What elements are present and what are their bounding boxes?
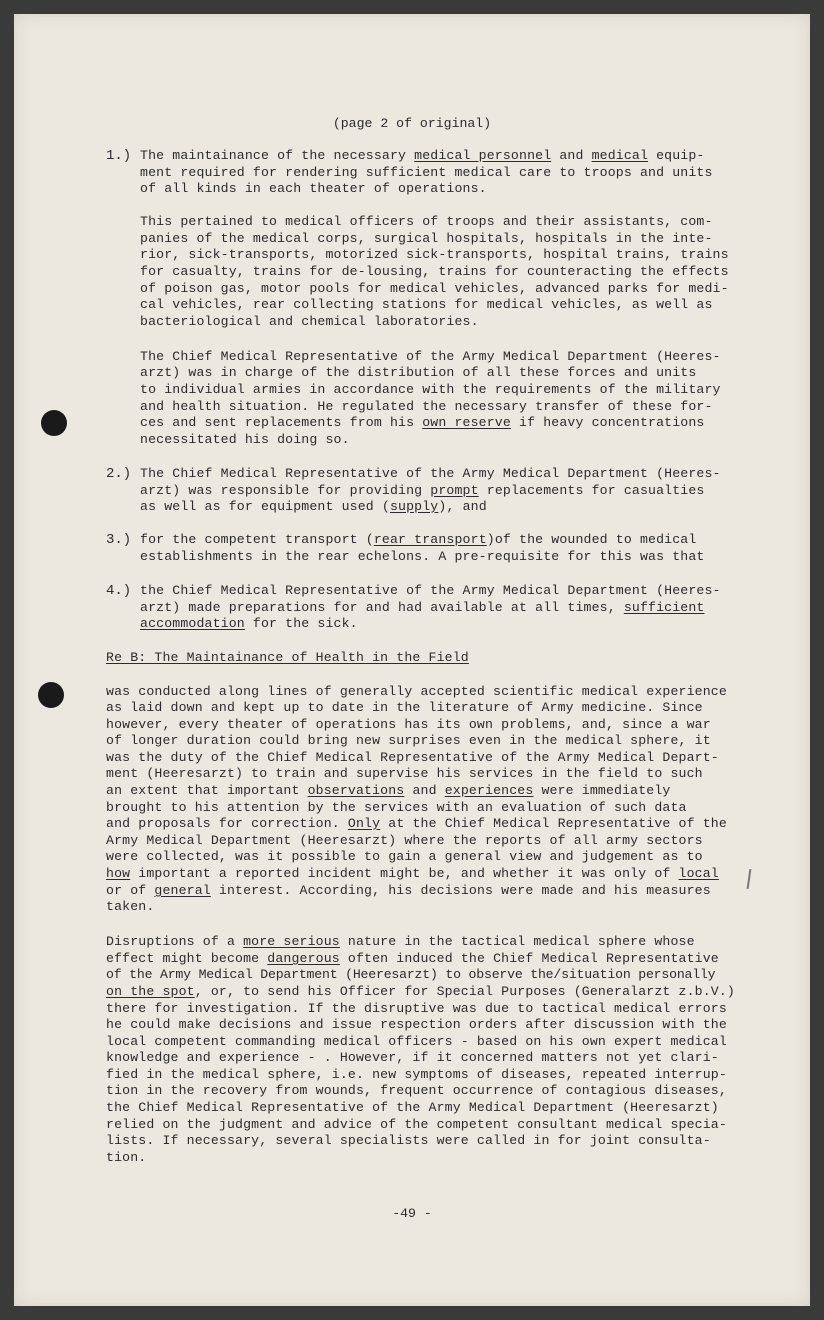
- page-number: -49 -: [392, 1206, 432, 1221]
- paragraph-line: bacteriological and chemical laboratories.: [140, 314, 479, 329]
- paragraph-line: there for investigation. If the disruptive was due to tactical medical errors: [106, 1001, 727, 1016]
- paragraph-line: rior, sick-transports, motorized sick-transports, hospital trains, trains: [140, 247, 729, 262]
- paragraph-line: however, every theater of operations has its own problems, and, since a war: [106, 717, 711, 732]
- paragraph-line: how important a reported incident might be, and whether it was only of local: [106, 866, 719, 881]
- paragraph-line: taken.: [106, 899, 155, 914]
- paragraph-line: accommodation for the sick.: [140, 616, 358, 631]
- paragraph-line: ment (Heeresarzt) to train and supervise his services in the field to such: [106, 766, 703, 781]
- paragraph-line: the Chief Medical Representative of the Army Medical Department (Heeres-: [140, 583, 721, 598]
- punch-hole: [38, 682, 64, 708]
- paragraph-line: was conducted along lines of generally accepted scientific medical experience: [106, 684, 727, 699]
- paragraph-line: The Chief Medical Representative of the Army Medical Department (Heeres-: [140, 466, 721, 481]
- paragraph-line: The Chief Medical Representative of the Army Medical Department (Heeres-: [140, 349, 721, 364]
- paragraph-line: relied on the judgment and advice of the competent consultant medical specia-: [106, 1117, 727, 1132]
- paragraph-line: on the spot, or, to send his Officer for Special Purposes (Generalarzt z.b.V.): [106, 984, 735, 999]
- paragraph-line: fied in the medical sphere, i.e. new symptoms of diseases, repeated interrup-: [106, 1067, 727, 1082]
- paragraph-line: Disruptions of a more serious nature in the tactical medical sphere whose: [106, 934, 695, 949]
- paragraph-line: arzt) was responsible for providing prompt replacements for casualties: [140, 483, 705, 498]
- paragraph-line: of the Army Medical Department (Heeresarzt) to observe the/situation personally: [106, 967, 716, 982]
- paragraph-line: were collected, was it possible to gain a general view and judgement as to: [106, 849, 703, 864]
- paragraph-line: of poison gas, motor pools for medical vehicles, advanced parks for medi-: [140, 281, 729, 296]
- paragraph-line: and proposals for correction. Only at the Chief Medical Representative of the: [106, 816, 727, 831]
- paragraph-line: ces and sent replacements from his own reserve if heavy concentrations: [140, 415, 705, 430]
- paragraph-line: cal vehicles, rear collecting stations for medical vehicles, as well as: [140, 297, 713, 312]
- paragraph-line: ment required for rendering sufficient medical care to troops and units: [140, 165, 713, 180]
- paragraph-line: of all kinds in each theater of operations.: [140, 181, 487, 196]
- item-number-1: 1.): [106, 148, 132, 164]
- paragraph-line: panies of the medical corps, surgical hospitals, hospitals in the inte-: [140, 231, 713, 246]
- paragraph-line: was the duty of the Chief Medical Representative of the Army Medical Depart-: [106, 750, 719, 765]
- paragraph-line: knowledge and experience - . However, if it concerned matters not yet clari-: [106, 1050, 719, 1065]
- paragraph-line: Army Medical Department (Heeresarzt) where the reports of all army sectors: [106, 833, 703, 848]
- item-number-2: 2.): [106, 466, 132, 482]
- paragraph-line: for casualty, trains for de-lousing, trains for counteracting the effects: [140, 264, 729, 279]
- paragraph-line: and health situation. He regulated the necessary transfer of these for-: [140, 399, 713, 414]
- section-heading: Re B: The Maintainance of Health in the Field: [106, 650, 469, 665]
- paragraph-line: The maintainance of the necessary medical personnel and medical equip-: [140, 148, 705, 163]
- paragraph-line: local competent commanding medical officers - based on his own expert medical: [106, 1034, 727, 1049]
- document-page: [14, 14, 810, 1306]
- paragraph-line: of longer duration could bring new surprises even in the medical sphere, it: [106, 733, 711, 748]
- paragraph-line: or of general interest. According, his decisions were made and his measures: [106, 883, 711, 898]
- paragraph-line: arzt) made preparations for and had available at all times, sufficient: [140, 600, 705, 615]
- paragraph-line: tion.: [106, 1150, 147, 1165]
- paragraph-line: necessitated his doing so.: [140, 432, 350, 447]
- paragraph-line: This pertained to medical officers of troops and their assistants, com-: [140, 214, 713, 229]
- paragraph-line: he could make decisions and issue respection orders after discussion with the: [106, 1017, 727, 1032]
- paragraph-line: as well as for equipment used (supply), and: [140, 499, 487, 514]
- paragraph-line: an extent that important observations and experiences were immediately: [106, 783, 671, 798]
- paragraph-line: for the competent transport (rear transport)of the wounded to medical: [140, 532, 697, 547]
- paragraph-line: the Chief Medical Representative of the Army Medical Department (Heeresarzt): [106, 1100, 719, 1115]
- item-number-4: 4.): [106, 583, 132, 599]
- paragraph-line: as laid down and kept up to date in the literature of Army medicine. Since: [106, 700, 703, 715]
- paragraph-line: arzt) was in charge of the distribution of all these forces and units: [140, 365, 697, 380]
- paragraph-line: to individual armies in accordance with the requirements of the military: [140, 382, 721, 397]
- paragraph-line: effect might become dangerous often induced the Chief Medical Representative: [106, 951, 719, 966]
- item-number-3: 3.): [106, 532, 132, 548]
- margin-mark: [747, 869, 752, 889]
- page-header: (page 2 of original): [332, 116, 492, 131]
- punch-hole: [41, 410, 67, 436]
- paragraph-line: brought to his attention by the services with an evaluation of such data: [106, 800, 687, 815]
- paragraph-line: lists. If necessary, several specialists were called in for joint consulta-: [106, 1133, 711, 1148]
- paragraph-line: establishments in the rear echelons. A pre-requisite for this was that: [140, 549, 705, 564]
- paragraph-line: tion in the recovery from wounds, frequent occurrence of contagious diseases,: [106, 1083, 727, 1098]
